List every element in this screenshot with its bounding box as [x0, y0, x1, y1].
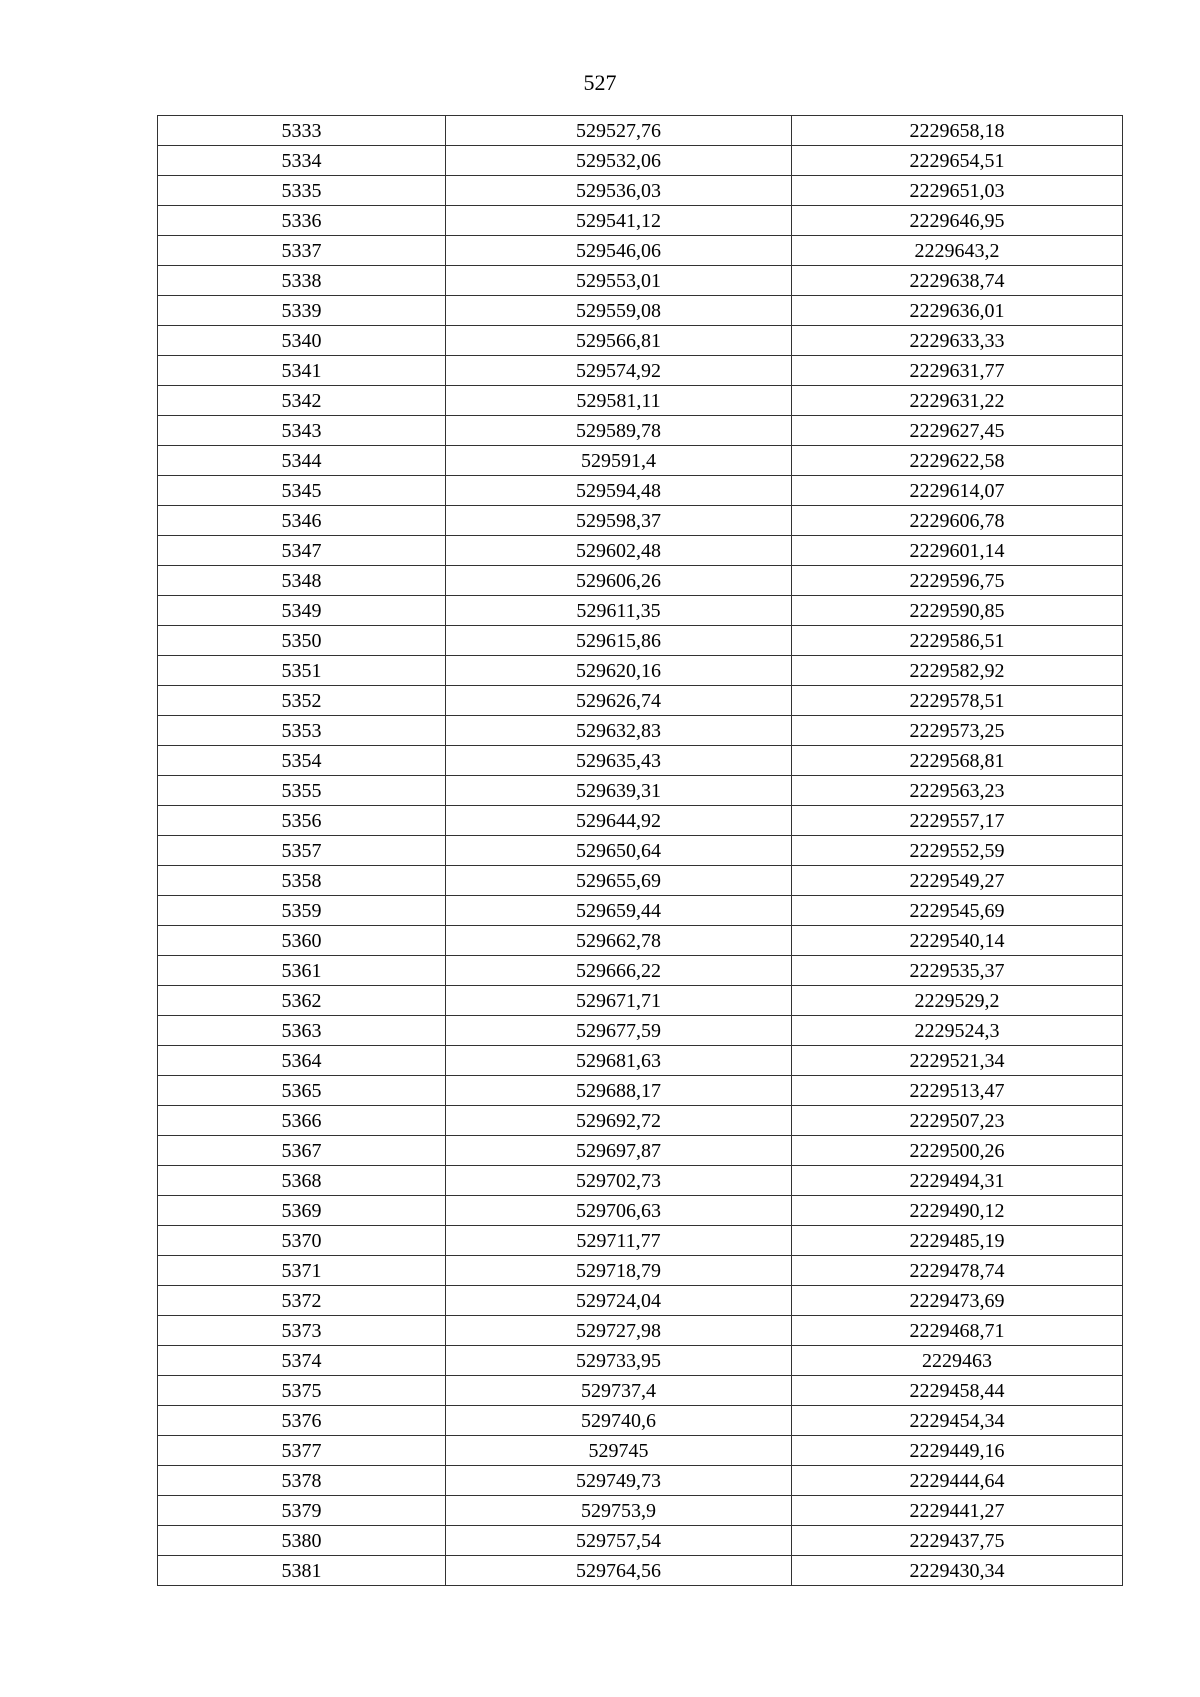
point-number-cell: 5338: [158, 266, 446, 296]
table-row: [158, 1376, 1123, 1406]
point-number-cell: 5350: [158, 626, 446, 656]
table-row: [158, 1076, 1123, 1106]
x-coordinate-cell: 529662,78: [446, 926, 792, 956]
point-number-cell: 5352: [158, 686, 446, 716]
x-coordinate-cell: 529677,59: [446, 1016, 792, 1046]
point-number-cell: 5376: [158, 1406, 446, 1436]
y-coordinate-cell: 2229631,22: [792, 386, 1123, 416]
point-number-cell: 5362: [158, 986, 446, 1016]
x-coordinate-cell: 529546,06: [446, 236, 792, 266]
x-coordinate-cell: 529749,73: [446, 1466, 792, 1496]
y-coordinate-cell: 2229437,75: [792, 1526, 1123, 1556]
point-number-cell: 5373: [158, 1316, 446, 1346]
table-row: [158, 476, 1123, 506]
table-row: [158, 656, 1123, 686]
point-number-cell: 5369: [158, 1196, 446, 1226]
y-coordinate-cell: 2229563,23: [792, 776, 1123, 806]
table-row: [158, 1316, 1123, 1346]
table-row: [158, 866, 1123, 896]
table-row: [158, 536, 1123, 566]
x-coordinate-cell: 529639,31: [446, 776, 792, 806]
y-coordinate-cell: 2229430,34: [792, 1556, 1123, 1586]
x-coordinate-cell: 529598,37: [446, 506, 792, 536]
y-coordinate-cell: 2229654,51: [792, 146, 1123, 176]
table-row: [158, 776, 1123, 806]
point-number-cell: 5342: [158, 386, 446, 416]
table-row: [158, 806, 1123, 836]
point-number-cell: 5340: [158, 326, 446, 356]
y-coordinate-cell: 2229494,31: [792, 1166, 1123, 1196]
y-coordinate-cell: 2229468,71: [792, 1316, 1123, 1346]
point-number-cell: 5377: [158, 1436, 446, 1466]
coordinates-table-body: [158, 116, 1123, 1586]
table-row: [158, 116, 1123, 146]
x-coordinate-cell: 529740,6: [446, 1406, 792, 1436]
table-row: [158, 1106, 1123, 1136]
y-coordinate-cell: 2229441,27: [792, 1496, 1123, 1526]
x-coordinate-cell: 529615,86: [446, 626, 792, 656]
y-coordinate-cell: 2229606,78: [792, 506, 1123, 536]
table-row: [158, 1526, 1123, 1556]
point-number-cell: 5354: [158, 746, 446, 776]
y-coordinate-cell: 2229521,34: [792, 1046, 1123, 1076]
point-number-cell: 5349: [158, 596, 446, 626]
point-number-cell: 5357: [158, 836, 446, 866]
x-coordinate-cell: 529620,16: [446, 656, 792, 686]
point-number-cell: 5359: [158, 896, 446, 926]
y-coordinate-cell: 2229631,77: [792, 356, 1123, 386]
x-coordinate-cell: 529724,04: [446, 1286, 792, 1316]
table-row: [158, 1436, 1123, 1466]
y-coordinate-cell: 2229500,26: [792, 1136, 1123, 1166]
table-row: [158, 386, 1123, 416]
table-row: [158, 596, 1123, 626]
y-coordinate-cell: 2229478,74: [792, 1256, 1123, 1286]
x-coordinate-cell: 529764,56: [446, 1556, 792, 1586]
table-row: [158, 236, 1123, 266]
x-coordinate-cell: 529589,78: [446, 416, 792, 446]
x-coordinate-cell: 529606,26: [446, 566, 792, 596]
table-row: [158, 1346, 1123, 1376]
table-row: [158, 1016, 1123, 1046]
point-number-cell: 5368: [158, 1166, 446, 1196]
x-coordinate-cell: 529692,72: [446, 1106, 792, 1136]
point-number-cell: 5375: [158, 1376, 446, 1406]
y-coordinate-cell: 2229535,37: [792, 956, 1123, 986]
point-number-cell: 5367: [158, 1136, 446, 1166]
table-row: [158, 146, 1123, 176]
y-coordinate-cell: 2229458,44: [792, 1376, 1123, 1406]
x-coordinate-cell: 529681,63: [446, 1046, 792, 1076]
table-row: [158, 746, 1123, 776]
x-coordinate-cell: 529655,69: [446, 866, 792, 896]
table-row: [158, 926, 1123, 956]
point-number-cell: 5374: [158, 1346, 446, 1376]
y-coordinate-cell: 2229529,2: [792, 986, 1123, 1016]
point-number-cell: 5360: [158, 926, 446, 956]
y-coordinate-cell: 2229552,59: [792, 836, 1123, 866]
y-coordinate-cell: 2229633,33: [792, 326, 1123, 356]
y-coordinate-cell: 2229473,69: [792, 1286, 1123, 1316]
table-row: [158, 1556, 1123, 1586]
point-number-cell: 5345: [158, 476, 446, 506]
y-coordinate-cell: 2229485,19: [792, 1226, 1123, 1256]
x-coordinate-cell: 529718,79: [446, 1256, 792, 1286]
point-number-cell: 5363: [158, 1016, 446, 1046]
x-coordinate-cell: 529753,9: [446, 1496, 792, 1526]
y-coordinate-cell: 2229614,07: [792, 476, 1123, 506]
point-number-cell: 5344: [158, 446, 446, 476]
y-coordinate-cell: 2229578,51: [792, 686, 1123, 716]
point-number-cell: 5372: [158, 1286, 446, 1316]
y-coordinate-cell: 2229463: [792, 1346, 1123, 1376]
point-number-cell: 5337: [158, 236, 446, 266]
point-number-cell: 5348: [158, 566, 446, 596]
x-coordinate-cell: 529574,92: [446, 356, 792, 386]
point-number-cell: 5356: [158, 806, 446, 836]
table-row: [158, 1046, 1123, 1076]
point-number-cell: 5353: [158, 716, 446, 746]
table-row: [158, 1256, 1123, 1286]
coordinates-table: [157, 115, 1123, 1586]
table-row: [158, 956, 1123, 986]
x-coordinate-cell: 529602,48: [446, 536, 792, 566]
table-row: [158, 716, 1123, 746]
table-row: [158, 1226, 1123, 1256]
y-coordinate-cell: 2229638,74: [792, 266, 1123, 296]
table-row: [158, 1196, 1123, 1226]
point-number-cell: 5371: [158, 1256, 446, 1286]
point-number-cell: 5380: [158, 1526, 446, 1556]
y-coordinate-cell: 2229454,34: [792, 1406, 1123, 1436]
y-coordinate-cell: 2229444,64: [792, 1466, 1123, 1496]
y-coordinate-cell: 2229573,25: [792, 716, 1123, 746]
table-row: [158, 896, 1123, 926]
x-coordinate-cell: 529553,01: [446, 266, 792, 296]
table-row: [158, 686, 1123, 716]
x-coordinate-cell: 529688,17: [446, 1076, 792, 1106]
y-coordinate-cell: 2229490,12: [792, 1196, 1123, 1226]
point-number-cell: 5341: [158, 356, 446, 386]
table-row: [158, 446, 1123, 476]
x-coordinate-cell: 529745: [446, 1436, 792, 1466]
point-number-cell: 5361: [158, 956, 446, 986]
x-coordinate-cell: 529711,77: [446, 1226, 792, 1256]
table-row: [158, 326, 1123, 356]
table-row: [158, 356, 1123, 386]
y-coordinate-cell: 2229557,17: [792, 806, 1123, 836]
y-coordinate-cell: 2229524,3: [792, 1016, 1123, 1046]
y-coordinate-cell: 2229513,47: [792, 1076, 1123, 1106]
x-coordinate-cell: 529737,4: [446, 1376, 792, 1406]
x-coordinate-cell: 529706,63: [446, 1196, 792, 1226]
y-coordinate-cell: 2229540,14: [792, 926, 1123, 956]
table-row: [158, 266, 1123, 296]
point-number-cell: 5366: [158, 1106, 446, 1136]
x-coordinate-cell: 529733,95: [446, 1346, 792, 1376]
x-coordinate-cell: 529536,03: [446, 176, 792, 206]
point-number-cell: 5339: [158, 296, 446, 326]
y-coordinate-cell: 2229651,03: [792, 176, 1123, 206]
y-coordinate-cell: 2229627,45: [792, 416, 1123, 446]
point-number-cell: 5333: [158, 116, 446, 146]
table-row: [158, 1406, 1123, 1436]
table-row: [158, 1286, 1123, 1316]
x-coordinate-cell: 529702,73: [446, 1166, 792, 1196]
x-coordinate-cell: 529581,11: [446, 386, 792, 416]
y-coordinate-cell: 2229449,16: [792, 1436, 1123, 1466]
y-coordinate-cell: 2229622,58: [792, 446, 1123, 476]
y-coordinate-cell: 2229646,95: [792, 206, 1123, 236]
y-coordinate-cell: 2229586,51: [792, 626, 1123, 656]
x-coordinate-cell: 529697,87: [446, 1136, 792, 1166]
point-number-cell: 5347: [158, 536, 446, 566]
x-coordinate-cell: 529666,22: [446, 956, 792, 986]
table-row: [158, 416, 1123, 446]
y-coordinate-cell: 2229545,69: [792, 896, 1123, 926]
table-row: [158, 506, 1123, 536]
y-coordinate-cell: 2229507,23: [792, 1106, 1123, 1136]
x-coordinate-cell: 529757,54: [446, 1526, 792, 1556]
x-coordinate-cell: 529566,81: [446, 326, 792, 356]
table-row: [158, 626, 1123, 656]
point-number-cell: 5334: [158, 146, 446, 176]
point-number-cell: 5379: [158, 1496, 446, 1526]
y-coordinate-cell: 2229596,75: [792, 566, 1123, 596]
x-coordinate-cell: 529594,48: [446, 476, 792, 506]
point-number-cell: 5343: [158, 416, 446, 446]
x-coordinate-cell: 529611,35: [446, 596, 792, 626]
point-number-cell: 5346: [158, 506, 446, 536]
point-number-cell: 5378: [158, 1466, 446, 1496]
table-row: [158, 206, 1123, 236]
x-coordinate-cell: 529527,76: [446, 116, 792, 146]
point-number-cell: 5355: [158, 776, 446, 806]
x-coordinate-cell: 529559,08: [446, 296, 792, 326]
page-number: 527: [583, 70, 617, 95]
x-coordinate-cell: 529626,74: [446, 686, 792, 716]
table-row: [158, 296, 1123, 326]
x-coordinate-cell: 529635,43: [446, 746, 792, 776]
x-coordinate-cell: 529532,06: [446, 146, 792, 176]
table-row: [158, 176, 1123, 206]
x-coordinate-cell: 529650,64: [446, 836, 792, 866]
x-coordinate-cell: 529632,83: [446, 716, 792, 746]
x-coordinate-cell: 529591,4: [446, 446, 792, 476]
y-coordinate-cell: 2229582,92: [792, 656, 1123, 686]
point-number-cell: 5358: [158, 866, 446, 896]
y-coordinate-cell: 2229590,85: [792, 596, 1123, 626]
point-number-cell: 5336: [158, 206, 446, 236]
x-coordinate-cell: 529541,12: [446, 206, 792, 236]
table-row: [158, 1166, 1123, 1196]
point-number-cell: 5335: [158, 176, 446, 206]
y-coordinate-cell: 2229636,01: [792, 296, 1123, 326]
y-coordinate-cell: 2229658,18: [792, 116, 1123, 146]
table-row: [158, 986, 1123, 1016]
x-coordinate-cell: 529644,92: [446, 806, 792, 836]
point-number-cell: 5364: [158, 1046, 446, 1076]
y-coordinate-cell: 2229568,81: [792, 746, 1123, 776]
x-coordinate-cell: 529659,44: [446, 896, 792, 926]
table-row: [158, 1466, 1123, 1496]
y-coordinate-cell: 2229549,27: [792, 866, 1123, 896]
table-row: [158, 566, 1123, 596]
x-coordinate-cell: 529671,71: [446, 986, 792, 1016]
y-coordinate-cell: 2229643,2: [792, 236, 1123, 266]
y-coordinate-cell: 2229601,14: [792, 536, 1123, 566]
point-number-cell: 5351: [158, 656, 446, 686]
table-row: [158, 836, 1123, 866]
table-row: [158, 1496, 1123, 1526]
point-number-cell: 5365: [158, 1076, 446, 1106]
table-row: [158, 1136, 1123, 1166]
x-coordinate-cell: 529727,98: [446, 1316, 792, 1346]
point-number-cell: 5381: [158, 1556, 446, 1586]
point-number-cell: 5370: [158, 1226, 446, 1256]
